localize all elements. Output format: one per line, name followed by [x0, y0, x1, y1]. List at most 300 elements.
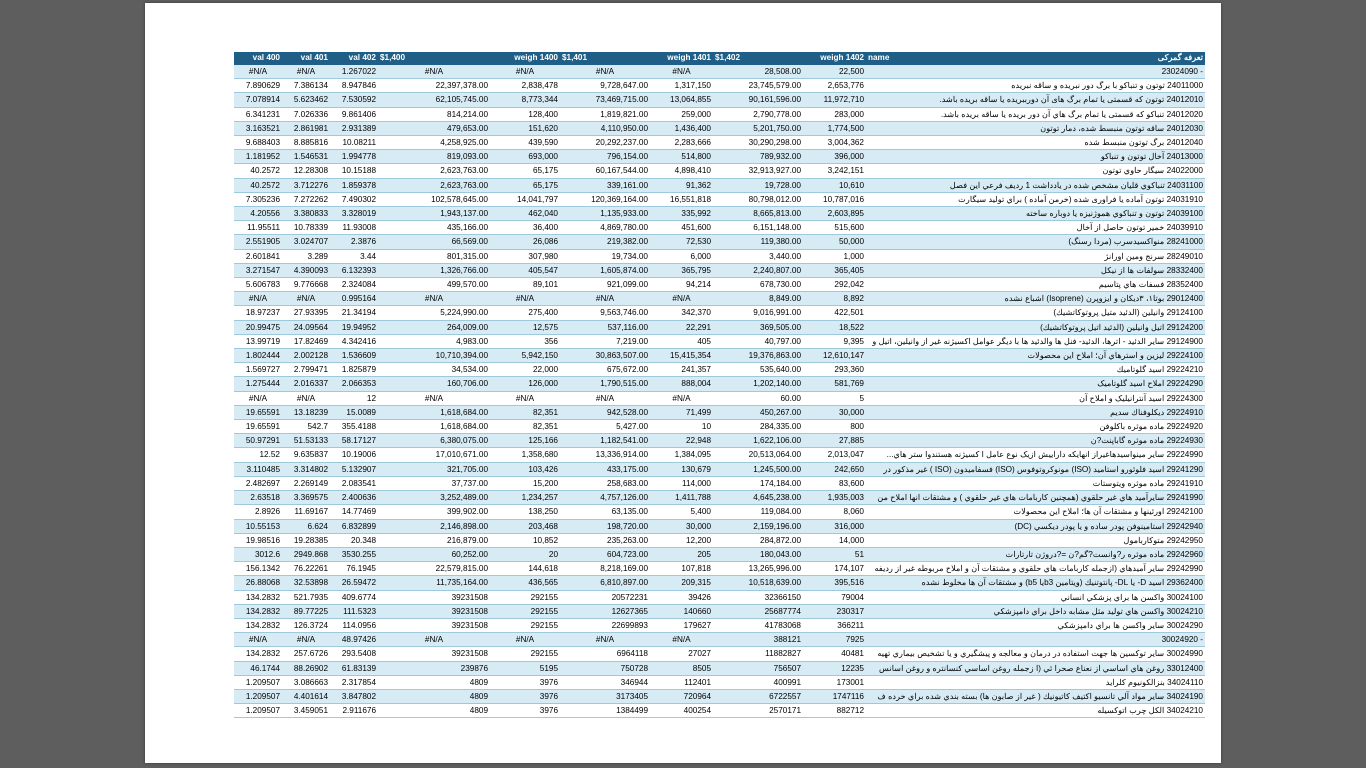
table-row[interactable]	[234, 533, 1205, 547]
cell-usd-1402[interactable]: 90,161,596.00	[713, 93, 803, 107]
cell-val-400[interactable]: 7.078914	[234, 93, 282, 107]
cell-weigh-1402[interactable]: 30,000	[803, 405, 866, 419]
cell-usd-1400[interactable]: 39231508	[378, 590, 490, 604]
cell-usd-1401[interactable]: 63,135.00	[560, 505, 650, 519]
cell-tariff-desc[interactable]: 29224920 ماده موثره باكلوفن	[896, 420, 1205, 434]
cell-usd-1400[interactable]: 4,258,925.00	[378, 136, 490, 150]
cell-val-401[interactable]: 2.002128	[282, 349, 330, 363]
cell-tariff-desc[interactable]: 34024210 الكل چرب اتوكسيله	[896, 704, 1205, 718]
cell-usd-1401[interactable]: 60,167,544.00	[560, 164, 650, 178]
cell-weigh-1400[interactable]: 125,166	[490, 434, 560, 448]
cell-val-401[interactable]: 51.53133	[282, 434, 330, 448]
cell-name[interactable]	[866, 150, 896, 164]
cell-usd-1402[interactable]: 30,290,298.00	[713, 136, 803, 150]
cell-val-401[interactable]: #N/A	[282, 633, 330, 647]
cell-val-401[interactable]: 542.7	[282, 420, 330, 434]
cell-weigh-1402[interactable]: 50,000	[803, 235, 866, 249]
table-row[interactable]	[234, 249, 1205, 263]
cell-usd-1400[interactable]: 2,623,763.00	[378, 178, 490, 192]
cell-usd-1402[interactable]: 40,797.00	[713, 334, 803, 348]
cell-val-401[interactable]: 4.390093	[282, 263, 330, 277]
cell-usd-1402[interactable]: 180,043.00	[713, 547, 803, 561]
cell-name[interactable]	[866, 576, 896, 590]
cell-tariff-desc[interactable]: 24022000 سيگار حاوي توتون	[896, 164, 1205, 178]
cell-weigh-1402[interactable]: 14,000	[803, 533, 866, 547]
cell-weigh-1401[interactable]: #N/A	[650, 292, 713, 306]
cell-weigh-1402[interactable]: 293,360	[803, 363, 866, 377]
cell-usd-1401[interactable]: #N/A	[560, 633, 650, 647]
cell-val-401[interactable]: 3.380833	[282, 207, 330, 221]
cell-usd-1402[interactable]: 789,932.00	[713, 150, 803, 164]
cell-val-402[interactable]: 21.34194	[330, 306, 378, 320]
cell-tariff-desc[interactable]: 24031100 تنباکوي قليان مشخص شده در يادداشت 1 رديف فرعي اين فصل	[896, 178, 1205, 192]
cell-val-400[interactable]: 134.2832	[234, 647, 282, 661]
cell-val-401[interactable]: 89.77225	[282, 604, 330, 618]
cell-val-400[interactable]: 4.20556	[234, 207, 282, 221]
cell-usd-1400[interactable]: 216,879.00	[378, 533, 490, 547]
cell-val-401[interactable]: 11.69167	[282, 505, 330, 519]
cell-tariff-desc[interactable]: 28241000 منواکسيدسرب (مردا رسنگ)	[896, 235, 1205, 249]
cell-weigh-1402[interactable]: 3,004,362	[803, 136, 866, 150]
cell-tariff-desc[interactable]: 24031910 توتون آماده يا فراوری شده (خرمن آماده ) براي توليد سيگارت	[896, 192, 1205, 206]
cell-val-401[interactable]: 17.82469	[282, 334, 330, 348]
cell-weigh-1402[interactable]: 12,610,147	[803, 349, 866, 363]
cell-weigh-1402[interactable]: 173001	[803, 675, 866, 689]
cell-usd-1401[interactable]: 346944	[560, 675, 650, 689]
cell-val-400[interactable]: 5.606783	[234, 278, 282, 292]
cell-usd-1400[interactable]: #N/A	[378, 292, 490, 306]
cell-usd-1400[interactable]: 102,578,645.00	[378, 192, 490, 206]
cell-val-400[interactable]: 1.802444	[234, 349, 282, 363]
cell-val-400[interactable]: 9.688403	[234, 136, 282, 150]
cell-usd-1400[interactable]: 321,705.00	[378, 462, 490, 476]
cell-tariff-desc[interactable]: 30024290 ساير واكسن ها براي دامپزشكي	[896, 618, 1205, 632]
cell-usd-1402[interactable]: 2,240,807.00	[713, 263, 803, 277]
table-row[interactable]	[234, 65, 1205, 79]
cell-val-401[interactable]: 2.269149	[282, 476, 330, 490]
table-row[interactable]	[234, 675, 1205, 689]
cell-tariff-desc[interactable]: 24011000 توتون و تنباکو با برگ دور نبریده و ساقه نبریده	[896, 79, 1205, 93]
cell-name[interactable]	[866, 604, 896, 618]
cell-tariff-desc[interactable]: 29224100 ليزين و استرهاي آن؛ املاح اين محصولات	[896, 349, 1205, 363]
cell-usd-1401[interactable]: 4,869,780.00	[560, 221, 650, 235]
cell-val-401[interactable]: #N/A	[282, 292, 330, 306]
cell-usd-1401[interactable]: 9,728,647.00	[560, 79, 650, 93]
cell-name[interactable]	[866, 675, 896, 689]
cell-usd-1400[interactable]: 39231508	[378, 618, 490, 632]
cell-usd-1402[interactable]: 450,267.00	[713, 405, 803, 419]
cell-usd-1400[interactable]: #N/A	[378, 391, 490, 405]
cell-name[interactable]	[866, 121, 896, 135]
cell-usd-1400[interactable]: 10,710,394.00	[378, 349, 490, 363]
cell-val-402[interactable]: 7.530592	[330, 93, 378, 107]
cell-val-400[interactable]: 1.209507	[234, 689, 282, 703]
cell-val-400[interactable]: 7.305236	[234, 192, 282, 206]
cell-usd-1401[interactable]: 20572231	[560, 590, 650, 604]
cell-weigh-1400[interactable]: 22,000	[490, 363, 560, 377]
cell-weigh-1400[interactable]: 12,575	[490, 320, 560, 334]
cell-weigh-1401[interactable]: 365,795	[650, 263, 713, 277]
cell-name[interactable]	[866, 405, 896, 419]
cell-usd-1400[interactable]: 62,105,745.00	[378, 93, 490, 107]
cell-val-401[interactable]: 12.28308	[282, 164, 330, 178]
cell-usd-1402[interactable]: 756507	[713, 661, 803, 675]
cell-tariff-desc[interactable]: 34024190 ساير مواد آلي تانسيو اكتيف كاتيونيك ( غير از صابون ها) بسته بندي شده براي خرده ف	[896, 689, 1205, 703]
cell-usd-1401[interactable]: 1,182,541.00	[560, 434, 650, 448]
cell-usd-1400[interactable]: 479,653.00	[378, 121, 490, 135]
cell-weigh-1402[interactable]: 10,787,016	[803, 192, 866, 206]
cell-val-402[interactable]: 2.324084	[330, 278, 378, 292]
cell-weigh-1401[interactable]: 209,315	[650, 576, 713, 590]
cell-usd-1401[interactable]: 258,683.00	[560, 476, 650, 490]
cell-usd-1400[interactable]: 399,902.00	[378, 505, 490, 519]
cell-val-400[interactable]: 7.890629	[234, 79, 282, 93]
cell-val-402[interactable]: 2.400636	[330, 491, 378, 505]
cell-usd-1401[interactable]: 7,219.00	[560, 334, 650, 348]
cell-weigh-1401[interactable]: 514,800	[650, 150, 713, 164]
cell-weigh-1401[interactable]: 12,200	[650, 533, 713, 547]
cell-val-400[interactable]: 134.2832	[234, 590, 282, 604]
cell-val-401[interactable]: 3.459051	[282, 704, 330, 718]
cell-val-401[interactable]: 2.799471	[282, 363, 330, 377]
cell-val-400[interactable]: 2.601841	[234, 249, 282, 263]
cell-weigh-1402[interactable]: 1747116	[803, 689, 866, 703]
cell-weigh-1400[interactable]: 356	[490, 334, 560, 348]
cell-weigh-1401[interactable]: 1,436,400	[650, 121, 713, 135]
cell-val-401[interactable]: 9.635837	[282, 448, 330, 462]
cell-val-400[interactable]: 20.99475	[234, 320, 282, 334]
cell-name[interactable]	[866, 79, 896, 93]
cell-name[interactable]	[866, 533, 896, 547]
table-row[interactable]	[234, 420, 1205, 434]
cell-usd-1402[interactable]: 5,201,750.00	[713, 121, 803, 135]
col-header-val-402[interactable]: val 402	[330, 52, 378, 65]
cell-weigh-1401[interactable]: #N/A	[650, 633, 713, 647]
cell-weigh-1400[interactable]: 10,852	[490, 533, 560, 547]
cell-usd-1402[interactable]: 369,505.00	[713, 320, 803, 334]
cell-val-400[interactable]: 26.88068	[234, 576, 282, 590]
cell-usd-1400[interactable]: 34,534.00	[378, 363, 490, 377]
cell-usd-1401[interactable]: 73,469,715.00	[560, 93, 650, 107]
table-row[interactable]	[234, 278, 1205, 292]
cell-val-401[interactable]: 8.885816	[282, 136, 330, 150]
cell-name[interactable]	[866, 263, 896, 277]
cell-tariff-desc[interactable]: 29241290 اسيد فلوئورو استاميد (ISO) مونوكروتوفوس (ISO) فسفاميدون (ISO ) غير مذكور در	[896, 462, 1205, 476]
cell-usd-1400[interactable]: 239876	[378, 661, 490, 675]
cell-val-402[interactable]: 14.77469	[330, 505, 378, 519]
cell-val-402[interactable]: 8.947846	[330, 79, 378, 93]
cell-weigh-1401[interactable]: 140660	[650, 604, 713, 618]
cell-tariff-desc[interactable]: 29242960 ماده موثره ر?وانست?گم?ن =?دروژن تارتارات	[896, 547, 1205, 561]
cell-usd-1401[interactable]: 5,427.00	[560, 420, 650, 434]
cell-tariff-desc[interactable]: 29242940 استامينوفن پودر ساده و يا پودر ديكسي (DC)	[896, 519, 1205, 533]
cell-weigh-1402[interactable]: 882712	[803, 704, 866, 718]
cell-weigh-1401[interactable]: 405	[650, 334, 713, 348]
cell-weigh-1401[interactable]: 22,948	[650, 434, 713, 448]
cell-val-401[interactable]: 88.26902	[282, 661, 330, 675]
cell-weigh-1402[interactable]: 10,610	[803, 178, 866, 192]
cell-val-402[interactable]: 11.93008	[330, 221, 378, 235]
cell-usd-1400[interactable]: 814,214.00	[378, 107, 490, 121]
cell-name[interactable]	[866, 221, 896, 235]
cell-weigh-1400[interactable]: 82,351	[490, 420, 560, 434]
cell-weigh-1400[interactable]: 144,618	[490, 562, 560, 576]
cell-usd-1402[interactable]: 119,380.00	[713, 235, 803, 249]
cell-weigh-1400[interactable]: 8,773,344	[490, 93, 560, 107]
col-header-val-400[interactable]: val 400	[234, 52, 282, 65]
cell-tariff-desc[interactable]: 24013000 آخال توتون و تنباكو	[896, 150, 1205, 164]
table-row[interactable]	[234, 576, 1205, 590]
cell-name[interactable]	[866, 704, 896, 718]
cell-usd-1400[interactable]: 4809	[378, 675, 490, 689]
cell-usd-1400[interactable]: 5,224,990.00	[378, 306, 490, 320]
cell-usd-1402[interactable]: 28,508.00	[713, 65, 803, 79]
cell-val-401[interactable]: 2.016337	[282, 377, 330, 391]
cell-weigh-1402[interactable]: 27,885	[803, 434, 866, 448]
cell-weigh-1401[interactable]: 179627	[650, 618, 713, 632]
cell-name[interactable]	[866, 306, 896, 320]
cell-name[interactable]	[866, 391, 896, 405]
cell-weigh-1402[interactable]: 2,603,895	[803, 207, 866, 221]
cell-name[interactable]	[866, 164, 896, 178]
cell-usd-1401[interactable]: 1,605,874.00	[560, 263, 650, 277]
cell-weigh-1400[interactable]: 292155	[490, 604, 560, 618]
table-row[interactable]	[234, 505, 1205, 519]
cell-val-402[interactable]: 19.94952	[330, 320, 378, 334]
cell-weigh-1400[interactable]: 203,468	[490, 519, 560, 533]
cell-weigh-1401[interactable]: 205	[650, 547, 713, 561]
cell-weigh-1400[interactable]: 2,838,478	[490, 79, 560, 93]
cell-val-402[interactable]: 76.1945	[330, 562, 378, 576]
col-header-name[interactable]: name	[866, 52, 896, 65]
cell-weigh-1400[interactable]: 82,351	[490, 405, 560, 419]
cell-val-402[interactable]: 0.995164	[330, 292, 378, 306]
cell-usd-1402[interactable]: 6722557	[713, 689, 803, 703]
cell-weigh-1401[interactable]: 15,415,354	[650, 349, 713, 363]
cell-weigh-1402[interactable]: 174,107	[803, 562, 866, 576]
cell-usd-1402[interactable]: 80,798,012.00	[713, 192, 803, 206]
cell-val-401[interactable]: 7.026336	[282, 107, 330, 121]
cell-usd-1401[interactable]: 3173405	[560, 689, 650, 703]
cell-usd-1400[interactable]: 160,706.00	[378, 377, 490, 391]
cell-usd-1401[interactable]: 235,263.00	[560, 533, 650, 547]
table-row[interactable]	[234, 334, 1205, 348]
cell-tariff-desc[interactable]: 29224210 اسيد گلوتاميك	[896, 363, 1205, 377]
cell-usd-1402[interactable]: 284,335.00	[713, 420, 803, 434]
cell-usd-1400[interactable]: 1,326,766.00	[378, 263, 490, 277]
cell-val-401[interactable]: 2.861981	[282, 121, 330, 135]
cell-tariff-desc[interactable]: 29241990 سايرآميد هاي غير حلقوي (همچنين كاربامات هاي غير حلقوي ) و مشتقات انها املاح من	[896, 491, 1205, 505]
cell-val-400[interactable]: #N/A	[234, 65, 282, 79]
cell-usd-1402[interactable]: 6,151,148.00	[713, 221, 803, 235]
cell-weigh-1401[interactable]: 451,600	[650, 221, 713, 235]
cell-weigh-1402[interactable]: 5	[803, 391, 866, 405]
table-row[interactable]	[234, 476, 1205, 490]
cell-weigh-1401[interactable]: 13,064,855	[650, 93, 713, 107]
cell-name[interactable]	[866, 618, 896, 632]
table-row[interactable]	[234, 647, 1205, 661]
cell-val-402[interactable]: 61.83139	[330, 661, 378, 675]
cell-usd-1402[interactable]: 1,622,106.00	[713, 434, 803, 448]
cell-usd-1402[interactable]: 10,518,639.00	[713, 576, 803, 590]
cell-weigh-1402[interactable]: 7925	[803, 633, 866, 647]
cell-usd-1401[interactable]: 750728	[560, 661, 650, 675]
cell-val-401[interactable]: 13.18239	[282, 405, 330, 419]
cell-val-401[interactable]: #N/A	[282, 391, 330, 405]
col-header-tariff[interactable]: تعرفه گمرکی	[896, 52, 1205, 65]
cell-weigh-1402[interactable]: 8,060	[803, 505, 866, 519]
cell-tariff-desc[interactable]: 30024210 واكسن هاي توليد مثل مشابه داخل براي دامپزشكي	[896, 604, 1205, 618]
cell-weigh-1400[interactable]: 65,175	[490, 164, 560, 178]
cell-usd-1400[interactable]: 37,737.00	[378, 476, 490, 490]
cell-usd-1400[interactable]: 22,579,815.00	[378, 562, 490, 576]
cell-val-400[interactable]: 1.569727	[234, 363, 282, 377]
cell-usd-1401[interactable]: 22699893	[560, 618, 650, 632]
cell-usd-1400[interactable]: 4809	[378, 689, 490, 703]
cell-val-400[interactable]: 6.341231	[234, 107, 282, 121]
cell-val-401[interactable]: 3.289	[282, 249, 330, 263]
cell-weigh-1400[interactable]: 26,086	[490, 235, 560, 249]
col-header-usd-1401[interactable]: $1,401	[560, 52, 650, 65]
cell-val-400[interactable]: 156.1342	[234, 562, 282, 576]
cell-weigh-1401[interactable]: 4,898,410	[650, 164, 713, 178]
cell-weigh-1402[interactable]: 283,000	[803, 107, 866, 121]
table-row[interactable]	[234, 562, 1205, 576]
cell-weigh-1400[interactable]: 5195	[490, 661, 560, 675]
cell-val-401[interactable]: 19.28385	[282, 533, 330, 547]
cell-val-400[interactable]: 3012.6	[234, 547, 282, 561]
cell-weigh-1400[interactable]: 151,620	[490, 121, 560, 135]
cell-val-400[interactable]: 3.271547	[234, 263, 282, 277]
cell-tariff-desc[interactable]: 29224990 ساير مينواسيدهاغيراز انهايكه داراييش ازيک نوع عامل ا کسيژنه هستندوا ستر هاي...	[896, 448, 1205, 462]
cell-val-401[interactable]: 6.624	[282, 519, 330, 533]
cell-usd-1401[interactable]: 219,382.00	[560, 235, 650, 249]
cell-usd-1401[interactable]: 30,863,507.00	[560, 349, 650, 363]
cell-tariff-desc[interactable]: 34024110 بنزالكونيوم كلرايد	[896, 675, 1205, 689]
cell-usd-1401[interactable]: #N/A	[560, 391, 650, 405]
cell-val-401[interactable]: 24.09564	[282, 320, 330, 334]
cell-val-401[interactable]: 3.086663	[282, 675, 330, 689]
cell-tariff-desc[interactable]: 29242990 ساير آميدهاي (ازجمله كاربامات هاي حلقوي و مشتقات آن و املاح مربوطه غير از رديفه	[896, 562, 1205, 576]
table-row[interactable]	[234, 107, 1205, 121]
cell-usd-1402[interactable]: 4,645,238.00	[713, 491, 803, 505]
cell-weigh-1400[interactable]: 3976	[490, 689, 560, 703]
cell-weigh-1401[interactable]: 114,000	[650, 476, 713, 490]
table-row[interactable]	[234, 590, 1205, 604]
cell-usd-1402[interactable]: 8,849.00	[713, 292, 803, 306]
cell-weigh-1401[interactable]: 112401	[650, 675, 713, 689]
cell-usd-1401[interactable]: 6964118	[560, 647, 650, 661]
cell-val-400[interactable]: 134.2832	[234, 604, 282, 618]
cell-usd-1402[interactable]: 60.00	[713, 391, 803, 405]
cell-weigh-1400[interactable]: 436,565	[490, 576, 560, 590]
cell-val-402[interactable]: 6.132393	[330, 263, 378, 277]
cell-usd-1400[interactable]: 819,093.00	[378, 150, 490, 164]
cell-weigh-1400[interactable]: 15,200	[490, 476, 560, 490]
cell-val-402[interactable]: 2.931389	[330, 121, 378, 135]
cell-val-400[interactable]: 3.163521	[234, 121, 282, 135]
cell-val-400[interactable]: 19.65591	[234, 420, 282, 434]
cell-usd-1402[interactable]: 284,872.00	[713, 533, 803, 547]
cell-val-401[interactable]: 7.386134	[282, 79, 330, 93]
cell-usd-1401[interactable]: 1,790,515.00	[560, 377, 650, 391]
cell-val-400[interactable]: 134.2832	[234, 618, 282, 632]
cell-usd-1401[interactable]: 796,154.00	[560, 150, 650, 164]
cell-usd-1400[interactable]: 4,983.00	[378, 334, 490, 348]
cell-name[interactable]	[866, 590, 896, 604]
cell-weigh-1400[interactable]: 20	[490, 547, 560, 561]
table-row[interactable]	[234, 93, 1205, 107]
cell-val-401[interactable]: 1.546531	[282, 150, 330, 164]
cell-usd-1402[interactable]: 2,790,778.00	[713, 107, 803, 121]
table-row[interactable]	[234, 178, 1205, 192]
cell-weigh-1401[interactable]: #N/A	[650, 391, 713, 405]
cell-val-402[interactable]: 2.083541	[330, 476, 378, 490]
cell-val-400[interactable]: 19.65591	[234, 405, 282, 419]
cell-tariff-desc[interactable]: 29124100 وانيلين (الدئيد متيل پروتوکاتشيك)	[896, 306, 1205, 320]
cell-val-400[interactable]: 46.1744	[234, 661, 282, 675]
table-row[interactable]	[234, 192, 1205, 206]
cell-weigh-1402[interactable]: 12235	[803, 661, 866, 675]
cell-val-402[interactable]: 355.4188	[330, 420, 378, 434]
cell-name[interactable]	[866, 320, 896, 334]
cell-usd-1402[interactable]: 23,745,579.00	[713, 79, 803, 93]
cell-val-400[interactable]: #N/A	[234, 391, 282, 405]
cell-weigh-1400[interactable]: 65,175	[490, 178, 560, 192]
cell-usd-1402[interactable]: 9,016,991.00	[713, 306, 803, 320]
cell-weigh-1402[interactable]: 22,500	[803, 65, 866, 79]
cell-weigh-1402[interactable]: 11,972,710	[803, 93, 866, 107]
cell-usd-1401[interactable]: #N/A	[560, 65, 650, 79]
cell-tariff-desc[interactable]: 33012400 روغن هاي اساسي از نعناع صحرا ئي (ا زجمله روغن اساسي كنسانتره و روغن اسانس	[896, 661, 1205, 675]
cell-usd-1402[interactable]: 2,159,196.00	[713, 519, 803, 533]
cell-val-401[interactable]: 4.401614	[282, 689, 330, 703]
table-row[interactable]	[234, 306, 1205, 320]
cell-tariff-desc[interactable]: 29242100 اورئينها و مشتقات آن ها؛ املاح اين محصولات	[896, 505, 1205, 519]
cell-weigh-1401[interactable]: 91,362	[650, 178, 713, 192]
cell-val-400[interactable]: 1.209507	[234, 675, 282, 689]
cell-weigh-1402[interactable]: 79004	[803, 590, 866, 604]
cell-usd-1401[interactable]: 8,218,169.00	[560, 562, 650, 576]
cell-usd-1401[interactable]: 339,161.00	[560, 178, 650, 192]
cell-tariff-desc[interactable]: 30024100 واكسن ها براي پزشكي انساني	[896, 590, 1205, 604]
cell-usd-1401[interactable]: 921,099.00	[560, 278, 650, 292]
cell-weigh-1401[interactable]: 8505	[650, 661, 713, 675]
cell-weigh-1400[interactable]: 14,041,797	[490, 192, 560, 206]
cell-val-402[interactable]: 3.328019	[330, 207, 378, 221]
cell-usd-1401[interactable]: 942,528.00	[560, 405, 650, 419]
table-row[interactable]	[234, 618, 1205, 632]
cell-weigh-1400[interactable]: 3976	[490, 704, 560, 718]
cell-val-402[interactable]: 293.5408	[330, 647, 378, 661]
cell-val-400[interactable]: 1.181952	[234, 150, 282, 164]
cell-weigh-1401[interactable]: 259,000	[650, 107, 713, 121]
cell-val-402[interactable]: 9.861406	[330, 107, 378, 121]
cell-weigh-1401[interactable]: 400254	[650, 704, 713, 718]
cell-usd-1402[interactable]: 41783068	[713, 618, 803, 632]
col-header-weigh-1402[interactable]: weigh 1402	[803, 52, 866, 65]
cell-name[interactable]	[866, 349, 896, 363]
cell-weigh-1400[interactable]: 275,400	[490, 306, 560, 320]
cell-tariff-desc[interactable]: 28352400 فسفات هاي پتاسيم	[896, 278, 1205, 292]
cell-usd-1400[interactable]: 2,146,898.00	[378, 519, 490, 533]
cell-weigh-1400[interactable]: 292155	[490, 647, 560, 661]
cell-val-401[interactable]: 3.369575	[282, 491, 330, 505]
cell-tariff-desc[interactable]: 29124200 اتيل وانيلين (الدئيد اتيل پروتوکاتشيك)	[896, 320, 1205, 334]
cell-val-401[interactable]: 9.776668	[282, 278, 330, 292]
cell-name[interactable]	[866, 377, 896, 391]
table-row[interactable]	[234, 207, 1205, 221]
